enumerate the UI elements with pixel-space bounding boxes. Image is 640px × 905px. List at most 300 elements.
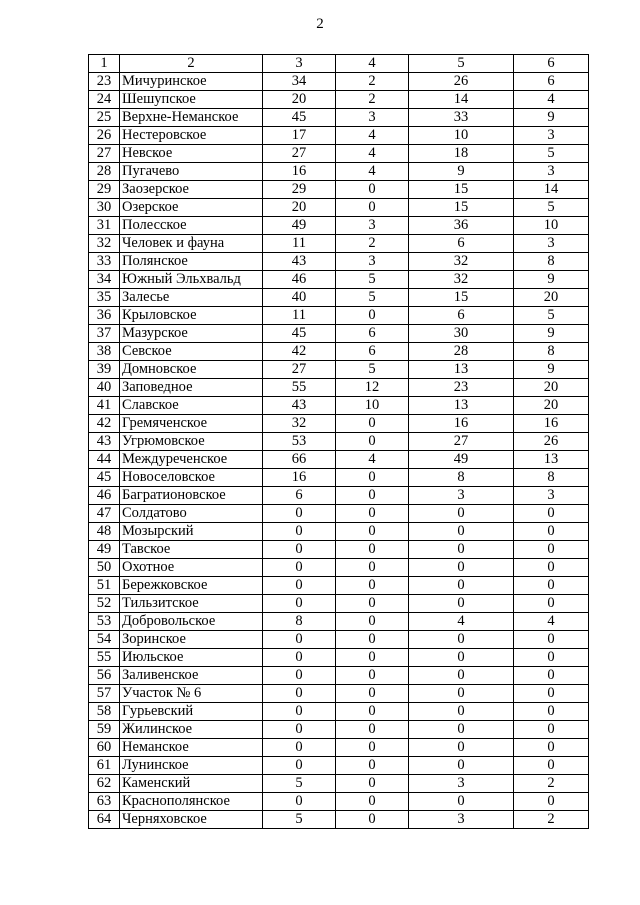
table-row bbox=[89, 685, 589, 703]
table-row bbox=[89, 757, 589, 775]
col4-cell: 0 bbox=[336, 811, 409, 829]
col5-cell: 0 bbox=[409, 685, 514, 703]
col4-cell: 0 bbox=[336, 469, 409, 487]
table-row bbox=[89, 73, 589, 91]
col6-cell: 0 bbox=[514, 577, 589, 595]
table-row bbox=[89, 649, 589, 667]
row-number-cell: 61 bbox=[89, 757, 120, 775]
row-number-cell: 30 bbox=[89, 199, 120, 217]
col6-cell: 5 bbox=[514, 307, 589, 325]
row-number-cell: 48 bbox=[89, 523, 120, 541]
table-row bbox=[89, 505, 589, 523]
row-number-cell: 32 bbox=[89, 235, 120, 253]
row-number-cell: 27 bbox=[89, 145, 120, 163]
row-number-cell: 23 bbox=[89, 73, 120, 91]
row-number-cell: 35 bbox=[89, 289, 120, 307]
name-cell: Бережковское bbox=[120, 577, 263, 595]
column-header-2: 2 bbox=[120, 55, 263, 73]
col4-cell: 6 bbox=[336, 325, 409, 343]
col3-cell: 5 bbox=[263, 775, 336, 793]
name-cell: Междуреченское bbox=[120, 451, 263, 469]
col4-cell: 3 bbox=[336, 253, 409, 271]
col6-cell: 0 bbox=[514, 595, 589, 613]
col6-cell: 3 bbox=[514, 487, 589, 505]
col3-cell: 0 bbox=[263, 685, 336, 703]
col6-cell: 9 bbox=[514, 271, 589, 289]
name-cell: Нестеровское bbox=[120, 127, 263, 145]
col4-cell: 0 bbox=[336, 415, 409, 433]
col6-cell: 3 bbox=[514, 163, 589, 181]
name-cell: Мазурское bbox=[120, 325, 263, 343]
name-cell: Залесье bbox=[120, 289, 263, 307]
col4-cell: 0 bbox=[336, 667, 409, 685]
row-number-cell: 53 bbox=[89, 613, 120, 631]
row-number-cell: 28 bbox=[89, 163, 120, 181]
col5-cell: 33 bbox=[409, 109, 514, 127]
col3-cell: 5 bbox=[263, 811, 336, 829]
col3-cell: 8 bbox=[263, 613, 336, 631]
row-number-cell: 29 bbox=[89, 181, 120, 199]
table-row bbox=[89, 235, 589, 253]
name-cell: Гурьевский bbox=[120, 703, 263, 721]
col4-cell: 0 bbox=[336, 793, 409, 811]
col5-cell: 0 bbox=[409, 649, 514, 667]
col6-cell: 0 bbox=[514, 649, 589, 667]
col6-cell: 26 bbox=[514, 433, 589, 451]
table-row bbox=[89, 127, 589, 145]
col6-cell: 0 bbox=[514, 685, 589, 703]
name-cell: Новоселовское bbox=[120, 469, 263, 487]
col6-cell: 6 bbox=[514, 73, 589, 91]
col4-cell: 4 bbox=[336, 145, 409, 163]
col3-cell: 11 bbox=[263, 307, 336, 325]
col5-cell: 14 bbox=[409, 91, 514, 109]
name-cell: Краснополянское bbox=[120, 793, 263, 811]
col6-cell: 20 bbox=[514, 397, 589, 415]
col5-cell: 0 bbox=[409, 541, 514, 559]
row-number-cell: 50 bbox=[89, 559, 120, 577]
table-row bbox=[89, 433, 589, 451]
table-row bbox=[89, 91, 589, 109]
row-number-cell: 55 bbox=[89, 649, 120, 667]
row-number-cell: 41 bbox=[89, 397, 120, 415]
col3-cell: 32 bbox=[263, 415, 336, 433]
col5-cell: 10 bbox=[409, 127, 514, 145]
name-cell: Домновское bbox=[120, 361, 263, 379]
col3-cell: 66 bbox=[263, 451, 336, 469]
col6-cell: 14 bbox=[514, 181, 589, 199]
table-row bbox=[89, 163, 589, 181]
name-cell: Полянское bbox=[120, 253, 263, 271]
table-row bbox=[89, 451, 589, 469]
col6-cell: 3 bbox=[514, 127, 589, 145]
row-number-cell: 34 bbox=[89, 271, 120, 289]
col6-cell: 0 bbox=[514, 505, 589, 523]
col6-cell: 9 bbox=[514, 325, 589, 343]
col3-cell: 0 bbox=[263, 703, 336, 721]
col6-cell: 3 bbox=[514, 235, 589, 253]
col3-cell: 0 bbox=[263, 541, 336, 559]
row-number-cell: 63 bbox=[89, 793, 120, 811]
col5-cell: 15 bbox=[409, 289, 514, 307]
col6-cell: 0 bbox=[514, 631, 589, 649]
col3-cell: 0 bbox=[263, 523, 336, 541]
col3-cell: 17 bbox=[263, 127, 336, 145]
row-number-cell: 47 bbox=[89, 505, 120, 523]
col4-cell: 0 bbox=[336, 631, 409, 649]
col6-cell: 4 bbox=[514, 613, 589, 631]
column-header-3: 3 bbox=[263, 55, 336, 73]
col4-cell: 5 bbox=[336, 271, 409, 289]
name-cell: Гремяченское bbox=[120, 415, 263, 433]
col5-cell: 6 bbox=[409, 307, 514, 325]
table-row bbox=[89, 325, 589, 343]
col3-cell: 29 bbox=[263, 181, 336, 199]
name-cell: Добровольское bbox=[120, 613, 263, 631]
table-row bbox=[89, 397, 589, 415]
name-cell: Севское bbox=[120, 343, 263, 361]
col5-cell: 0 bbox=[409, 721, 514, 739]
col4-cell: 6 bbox=[336, 343, 409, 361]
row-number-cell: 36 bbox=[89, 307, 120, 325]
name-cell: Лунинское bbox=[120, 757, 263, 775]
col5-cell: 6 bbox=[409, 235, 514, 253]
col3-cell: 45 bbox=[263, 325, 336, 343]
col5-cell: 0 bbox=[409, 703, 514, 721]
name-cell: Заливенское bbox=[120, 667, 263, 685]
col5-cell: 0 bbox=[409, 505, 514, 523]
name-cell: Багратионовское bbox=[120, 487, 263, 505]
col3-cell: 42 bbox=[263, 343, 336, 361]
table-row bbox=[89, 415, 589, 433]
name-cell: Черняховское bbox=[120, 811, 263, 829]
col3-cell: 6 bbox=[263, 487, 336, 505]
col5-cell: 0 bbox=[409, 667, 514, 685]
row-number-cell: 40 bbox=[89, 379, 120, 397]
name-cell: Мичуринское bbox=[120, 73, 263, 91]
col6-cell: 9 bbox=[514, 109, 589, 127]
col4-cell: 5 bbox=[336, 361, 409, 379]
table-row bbox=[89, 487, 589, 505]
row-number-cell: 39 bbox=[89, 361, 120, 379]
col6-cell: 10 bbox=[514, 217, 589, 235]
name-cell: Озерское bbox=[120, 199, 263, 217]
col4-cell: 0 bbox=[336, 433, 409, 451]
table-row bbox=[89, 253, 589, 271]
col5-cell: 3 bbox=[409, 487, 514, 505]
col5-cell: 18 bbox=[409, 145, 514, 163]
col4-cell: 10 bbox=[336, 397, 409, 415]
col6-cell: 0 bbox=[514, 757, 589, 775]
table-row bbox=[89, 703, 589, 721]
table-row bbox=[89, 721, 589, 739]
col4-cell: 0 bbox=[336, 721, 409, 739]
col3-cell: 34 bbox=[263, 73, 336, 91]
col6-cell: 2 bbox=[514, 811, 589, 829]
table-row bbox=[89, 523, 589, 541]
name-cell: Крыловское bbox=[120, 307, 263, 325]
col4-cell: 0 bbox=[336, 559, 409, 577]
col6-cell: 5 bbox=[514, 199, 589, 217]
name-cell: Заозерское bbox=[120, 181, 263, 199]
col5-cell: 15 bbox=[409, 181, 514, 199]
col5-cell: 0 bbox=[409, 559, 514, 577]
name-cell: Тавское bbox=[120, 541, 263, 559]
col5-cell: 13 bbox=[409, 361, 514, 379]
col4-cell: 4 bbox=[336, 127, 409, 145]
col5-cell: 36 bbox=[409, 217, 514, 235]
col6-cell: 4 bbox=[514, 91, 589, 109]
col3-cell: 45 bbox=[263, 109, 336, 127]
name-cell: Июльское bbox=[120, 649, 263, 667]
table-row bbox=[89, 181, 589, 199]
row-number-cell: 26 bbox=[89, 127, 120, 145]
column-header-6: 6 bbox=[514, 55, 589, 73]
col3-cell: 27 bbox=[263, 361, 336, 379]
col4-cell: 3 bbox=[336, 109, 409, 127]
column-header-4: 4 bbox=[336, 55, 409, 73]
column-header-1: 1 bbox=[89, 55, 120, 73]
name-cell: Невское bbox=[120, 145, 263, 163]
name-cell: Славское bbox=[120, 397, 263, 415]
col5-cell: 16 bbox=[409, 415, 514, 433]
name-cell: Верхне-Неманское bbox=[120, 109, 263, 127]
col3-cell: 0 bbox=[263, 739, 336, 757]
col4-cell: 4 bbox=[336, 163, 409, 181]
name-cell: Участок № 6 bbox=[120, 685, 263, 703]
name-cell: Каменский bbox=[120, 775, 263, 793]
col6-cell: 20 bbox=[514, 379, 589, 397]
row-number-cell: 31 bbox=[89, 217, 120, 235]
col6-cell: 0 bbox=[514, 559, 589, 577]
col4-cell: 5 bbox=[336, 289, 409, 307]
table-row bbox=[89, 793, 589, 811]
col5-cell: 9 bbox=[409, 163, 514, 181]
name-cell: Жилинское bbox=[120, 721, 263, 739]
col3-cell: 0 bbox=[263, 577, 336, 595]
col4-cell: 2 bbox=[336, 73, 409, 91]
col4-cell: 0 bbox=[336, 199, 409, 217]
col6-cell: 20 bbox=[514, 289, 589, 307]
col3-cell: 0 bbox=[263, 631, 336, 649]
data-table bbox=[88, 54, 589, 829]
page-number: 2 bbox=[316, 16, 324, 32]
col4-cell: 2 bbox=[336, 235, 409, 253]
col5-cell: 0 bbox=[409, 523, 514, 541]
col6-cell: 8 bbox=[514, 469, 589, 487]
table-row bbox=[89, 559, 589, 577]
col3-cell: 0 bbox=[263, 667, 336, 685]
row-number-cell: 33 bbox=[89, 253, 120, 271]
name-cell: Заповедное bbox=[120, 379, 263, 397]
col3-cell: 16 bbox=[263, 469, 336, 487]
col4-cell: 0 bbox=[336, 307, 409, 325]
table-row bbox=[89, 199, 589, 217]
table-row bbox=[89, 775, 589, 793]
col5-cell: 4 bbox=[409, 613, 514, 631]
table-row bbox=[89, 541, 589, 559]
col6-cell: 2 bbox=[514, 775, 589, 793]
col3-cell: 0 bbox=[263, 595, 336, 613]
col3-cell: 0 bbox=[263, 757, 336, 775]
name-cell: Полесское bbox=[120, 217, 263, 235]
col6-cell: 5 bbox=[514, 145, 589, 163]
col6-cell: 0 bbox=[514, 541, 589, 559]
name-cell: Тильзитское bbox=[120, 595, 263, 613]
row-number-cell: 37 bbox=[89, 325, 120, 343]
col4-cell: 0 bbox=[336, 487, 409, 505]
col4-cell: 0 bbox=[336, 505, 409, 523]
table-row bbox=[89, 109, 589, 127]
col4-cell: 3 bbox=[336, 217, 409, 235]
table-row bbox=[89, 307, 589, 325]
col3-cell: 0 bbox=[263, 793, 336, 811]
col5-cell: 32 bbox=[409, 253, 514, 271]
col4-cell: 0 bbox=[336, 577, 409, 595]
row-number-cell: 64 bbox=[89, 811, 120, 829]
col4-cell: 12 bbox=[336, 379, 409, 397]
table-body bbox=[89, 55, 589, 829]
table-row bbox=[89, 271, 589, 289]
table-row bbox=[89, 379, 589, 397]
table-row bbox=[89, 577, 589, 595]
table-row bbox=[89, 145, 589, 163]
col5-cell: 23 bbox=[409, 379, 514, 397]
col4-cell: 0 bbox=[336, 181, 409, 199]
col6-cell: 0 bbox=[514, 523, 589, 541]
table-header-row bbox=[89, 55, 589, 73]
col6-cell: 0 bbox=[514, 721, 589, 739]
col6-cell: 0 bbox=[514, 703, 589, 721]
col4-cell: 0 bbox=[336, 613, 409, 631]
name-cell: Шешупское bbox=[120, 91, 263, 109]
col5-cell: 49 bbox=[409, 451, 514, 469]
table-row bbox=[89, 631, 589, 649]
name-cell: Неманское bbox=[120, 739, 263, 757]
table-row bbox=[89, 811, 589, 829]
col3-cell: 46 bbox=[263, 271, 336, 289]
col5-cell: 0 bbox=[409, 739, 514, 757]
col4-cell: 0 bbox=[336, 775, 409, 793]
col5-cell: 32 bbox=[409, 271, 514, 289]
col4-cell: 0 bbox=[336, 757, 409, 775]
col3-cell: 20 bbox=[263, 91, 336, 109]
col5-cell: 0 bbox=[409, 577, 514, 595]
col3-cell: 16 bbox=[263, 163, 336, 181]
table-row bbox=[89, 739, 589, 757]
col6-cell: 0 bbox=[514, 667, 589, 685]
table-row bbox=[89, 667, 589, 685]
col4-cell: 0 bbox=[336, 739, 409, 757]
table-row bbox=[89, 361, 589, 379]
name-cell: Мозырский bbox=[120, 523, 263, 541]
col4-cell: 0 bbox=[336, 703, 409, 721]
col3-cell: 49 bbox=[263, 217, 336, 235]
col4-cell: 2 bbox=[336, 91, 409, 109]
name-cell: Солдатово bbox=[120, 505, 263, 523]
col3-cell: 0 bbox=[263, 559, 336, 577]
col6-cell: 8 bbox=[514, 343, 589, 361]
row-number-cell: 24 bbox=[89, 91, 120, 109]
col5-cell: 13 bbox=[409, 397, 514, 415]
row-number-cell: 60 bbox=[89, 739, 120, 757]
col5-cell: 0 bbox=[409, 757, 514, 775]
col5-cell: 0 bbox=[409, 793, 514, 811]
col4-cell: 0 bbox=[336, 685, 409, 703]
row-number-cell: 62 bbox=[89, 775, 120, 793]
col3-cell: 20 bbox=[263, 199, 336, 217]
col5-cell: 15 bbox=[409, 199, 514, 217]
row-number-cell: 52 bbox=[89, 595, 120, 613]
row-number-cell: 43 bbox=[89, 433, 120, 451]
col5-cell: 3 bbox=[409, 775, 514, 793]
col6-cell: 9 bbox=[514, 361, 589, 379]
col6-cell: 16 bbox=[514, 415, 589, 433]
col5-cell: 0 bbox=[409, 595, 514, 613]
col4-cell: 0 bbox=[336, 541, 409, 559]
name-cell: Пугачево bbox=[120, 163, 263, 181]
col5-cell: 3 bbox=[409, 811, 514, 829]
col4-cell: 4 bbox=[336, 451, 409, 469]
name-cell: Южный Эльхвальд bbox=[120, 271, 263, 289]
col6-cell: 0 bbox=[514, 739, 589, 757]
col3-cell: 43 bbox=[263, 397, 336, 415]
name-cell: Зоринское bbox=[120, 631, 263, 649]
col4-cell: 0 bbox=[336, 649, 409, 667]
row-number-cell: 45 bbox=[89, 469, 120, 487]
col3-cell: 0 bbox=[263, 721, 336, 739]
col3-cell: 43 bbox=[263, 253, 336, 271]
row-number-cell: 54 bbox=[89, 631, 120, 649]
table-row bbox=[89, 289, 589, 307]
table-row bbox=[89, 613, 589, 631]
col4-cell: 0 bbox=[336, 595, 409, 613]
row-number-cell: 46 bbox=[89, 487, 120, 505]
table-row bbox=[89, 469, 589, 487]
row-number-cell: 25 bbox=[89, 109, 120, 127]
row-number-cell: 57 bbox=[89, 685, 120, 703]
name-cell: Человек и фауна bbox=[120, 235, 263, 253]
table-row bbox=[89, 595, 589, 613]
col3-cell: 27 bbox=[263, 145, 336, 163]
col3-cell: 0 bbox=[263, 505, 336, 523]
col5-cell: 0 bbox=[409, 631, 514, 649]
col3-cell: 0 bbox=[263, 649, 336, 667]
col5-cell: 8 bbox=[409, 469, 514, 487]
col3-cell: 11 bbox=[263, 235, 336, 253]
row-number-cell: 38 bbox=[89, 343, 120, 361]
row-number-cell: 42 bbox=[89, 415, 120, 433]
row-number-cell: 51 bbox=[89, 577, 120, 595]
col3-cell: 53 bbox=[263, 433, 336, 451]
table-row bbox=[89, 217, 589, 235]
row-number-cell: 59 bbox=[89, 721, 120, 739]
col5-cell: 28 bbox=[409, 343, 514, 361]
col3-cell: 55 bbox=[263, 379, 336, 397]
row-number-cell: 49 bbox=[89, 541, 120, 559]
col5-cell: 30 bbox=[409, 325, 514, 343]
table-row bbox=[89, 343, 589, 361]
name-cell: Угрюмовское bbox=[120, 433, 263, 451]
col5-cell: 26 bbox=[409, 73, 514, 91]
row-number-cell: 44 bbox=[89, 451, 120, 469]
row-number-cell: 56 bbox=[89, 667, 120, 685]
col6-cell: 13 bbox=[514, 451, 589, 469]
col5-cell: 27 bbox=[409, 433, 514, 451]
col3-cell: 40 bbox=[263, 289, 336, 307]
name-cell: Охотное bbox=[120, 559, 263, 577]
col4-cell: 0 bbox=[336, 523, 409, 541]
